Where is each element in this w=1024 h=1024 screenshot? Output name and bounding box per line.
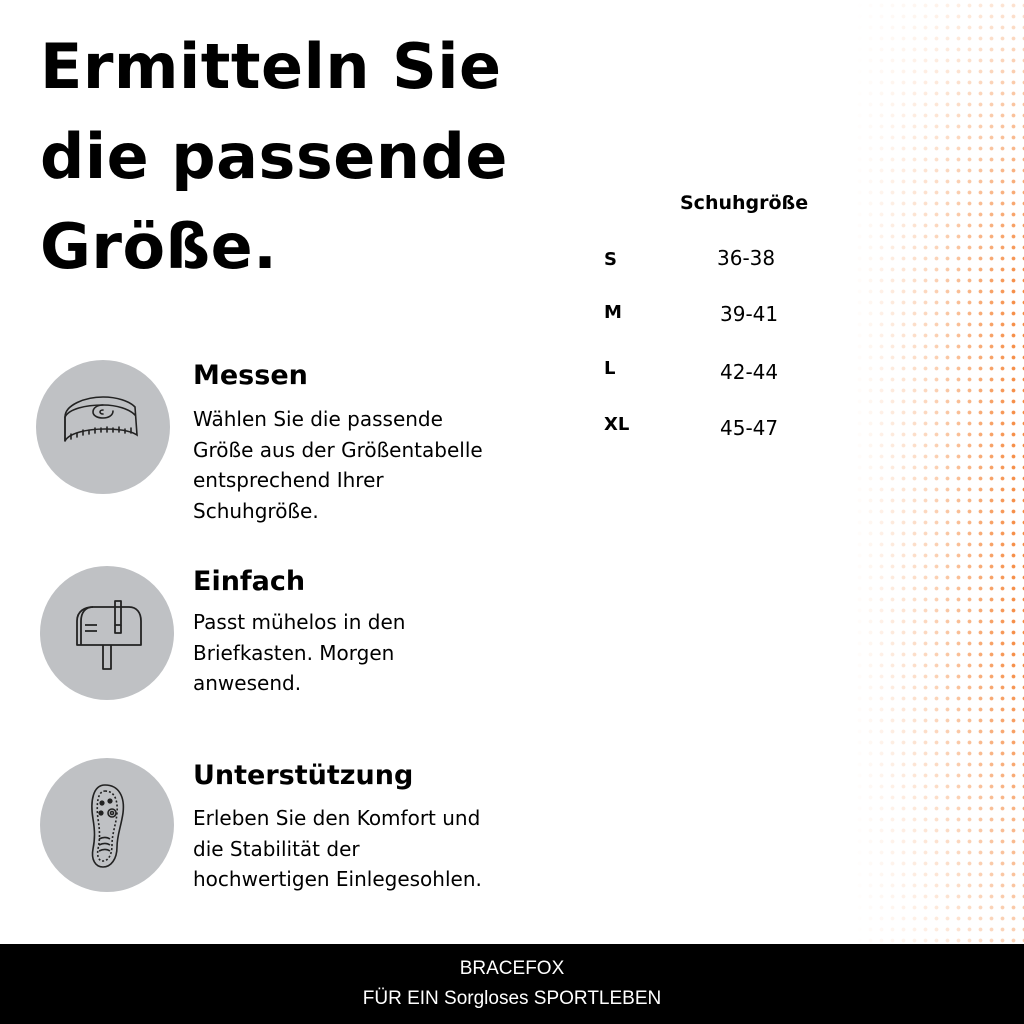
title-line: Größe. — [40, 210, 278, 283]
feature-description: Erleben Sie den Komfort und die Stabilität der hochwertigen Einlegesohlen. — [193, 806, 482, 891]
size-row — [0, 414, 900, 444]
feature-title: Einfach — [193, 566, 306, 597]
size-range: 39-41 — [720, 302, 779, 326]
size-row — [0, 302, 900, 332]
size-row — [0, 246, 900, 276]
footer-brand: BRACEFOX — [459, 958, 565, 979]
mailbox-icon — [55, 581, 159, 685]
insole-icon — [55, 773, 159, 877]
feature-title: Unterstützung — [193, 760, 414, 791]
size-table-header: Schuhgröße — [680, 192, 809, 214]
icon-circle — [40, 566, 174, 700]
size-range: 45-47 — [720, 416, 779, 440]
size-label: M — [604, 302, 622, 323]
footer-bar — [0, 944, 1024, 1024]
title-line: die passende — [40, 120, 508, 193]
size-range: 42-44 — [720, 360, 779, 384]
size-row — [0, 358, 900, 388]
size-label: S — [604, 249, 617, 270]
footer-tagline: FÜR EIN Sorgloses SPORTLEBEN — [362, 988, 662, 1009]
feature-description: Wählen Sie die passende Größe aus der Größentabelle entsprechend Ihrer Schuhgröße. — [193, 407, 483, 523]
feature-title: Messen — [193, 360, 308, 391]
feature-description: Passt mühelos in den Briefkasten. Morgen anwesend. — [193, 610, 406, 695]
size-range: 36-38 — [717, 246, 776, 270]
icon-circle — [40, 758, 174, 892]
size-label: XL — [604, 414, 630, 435]
title-line: Ermitteln Sie — [40, 30, 502, 103]
size-label: L — [604, 358, 616, 379]
